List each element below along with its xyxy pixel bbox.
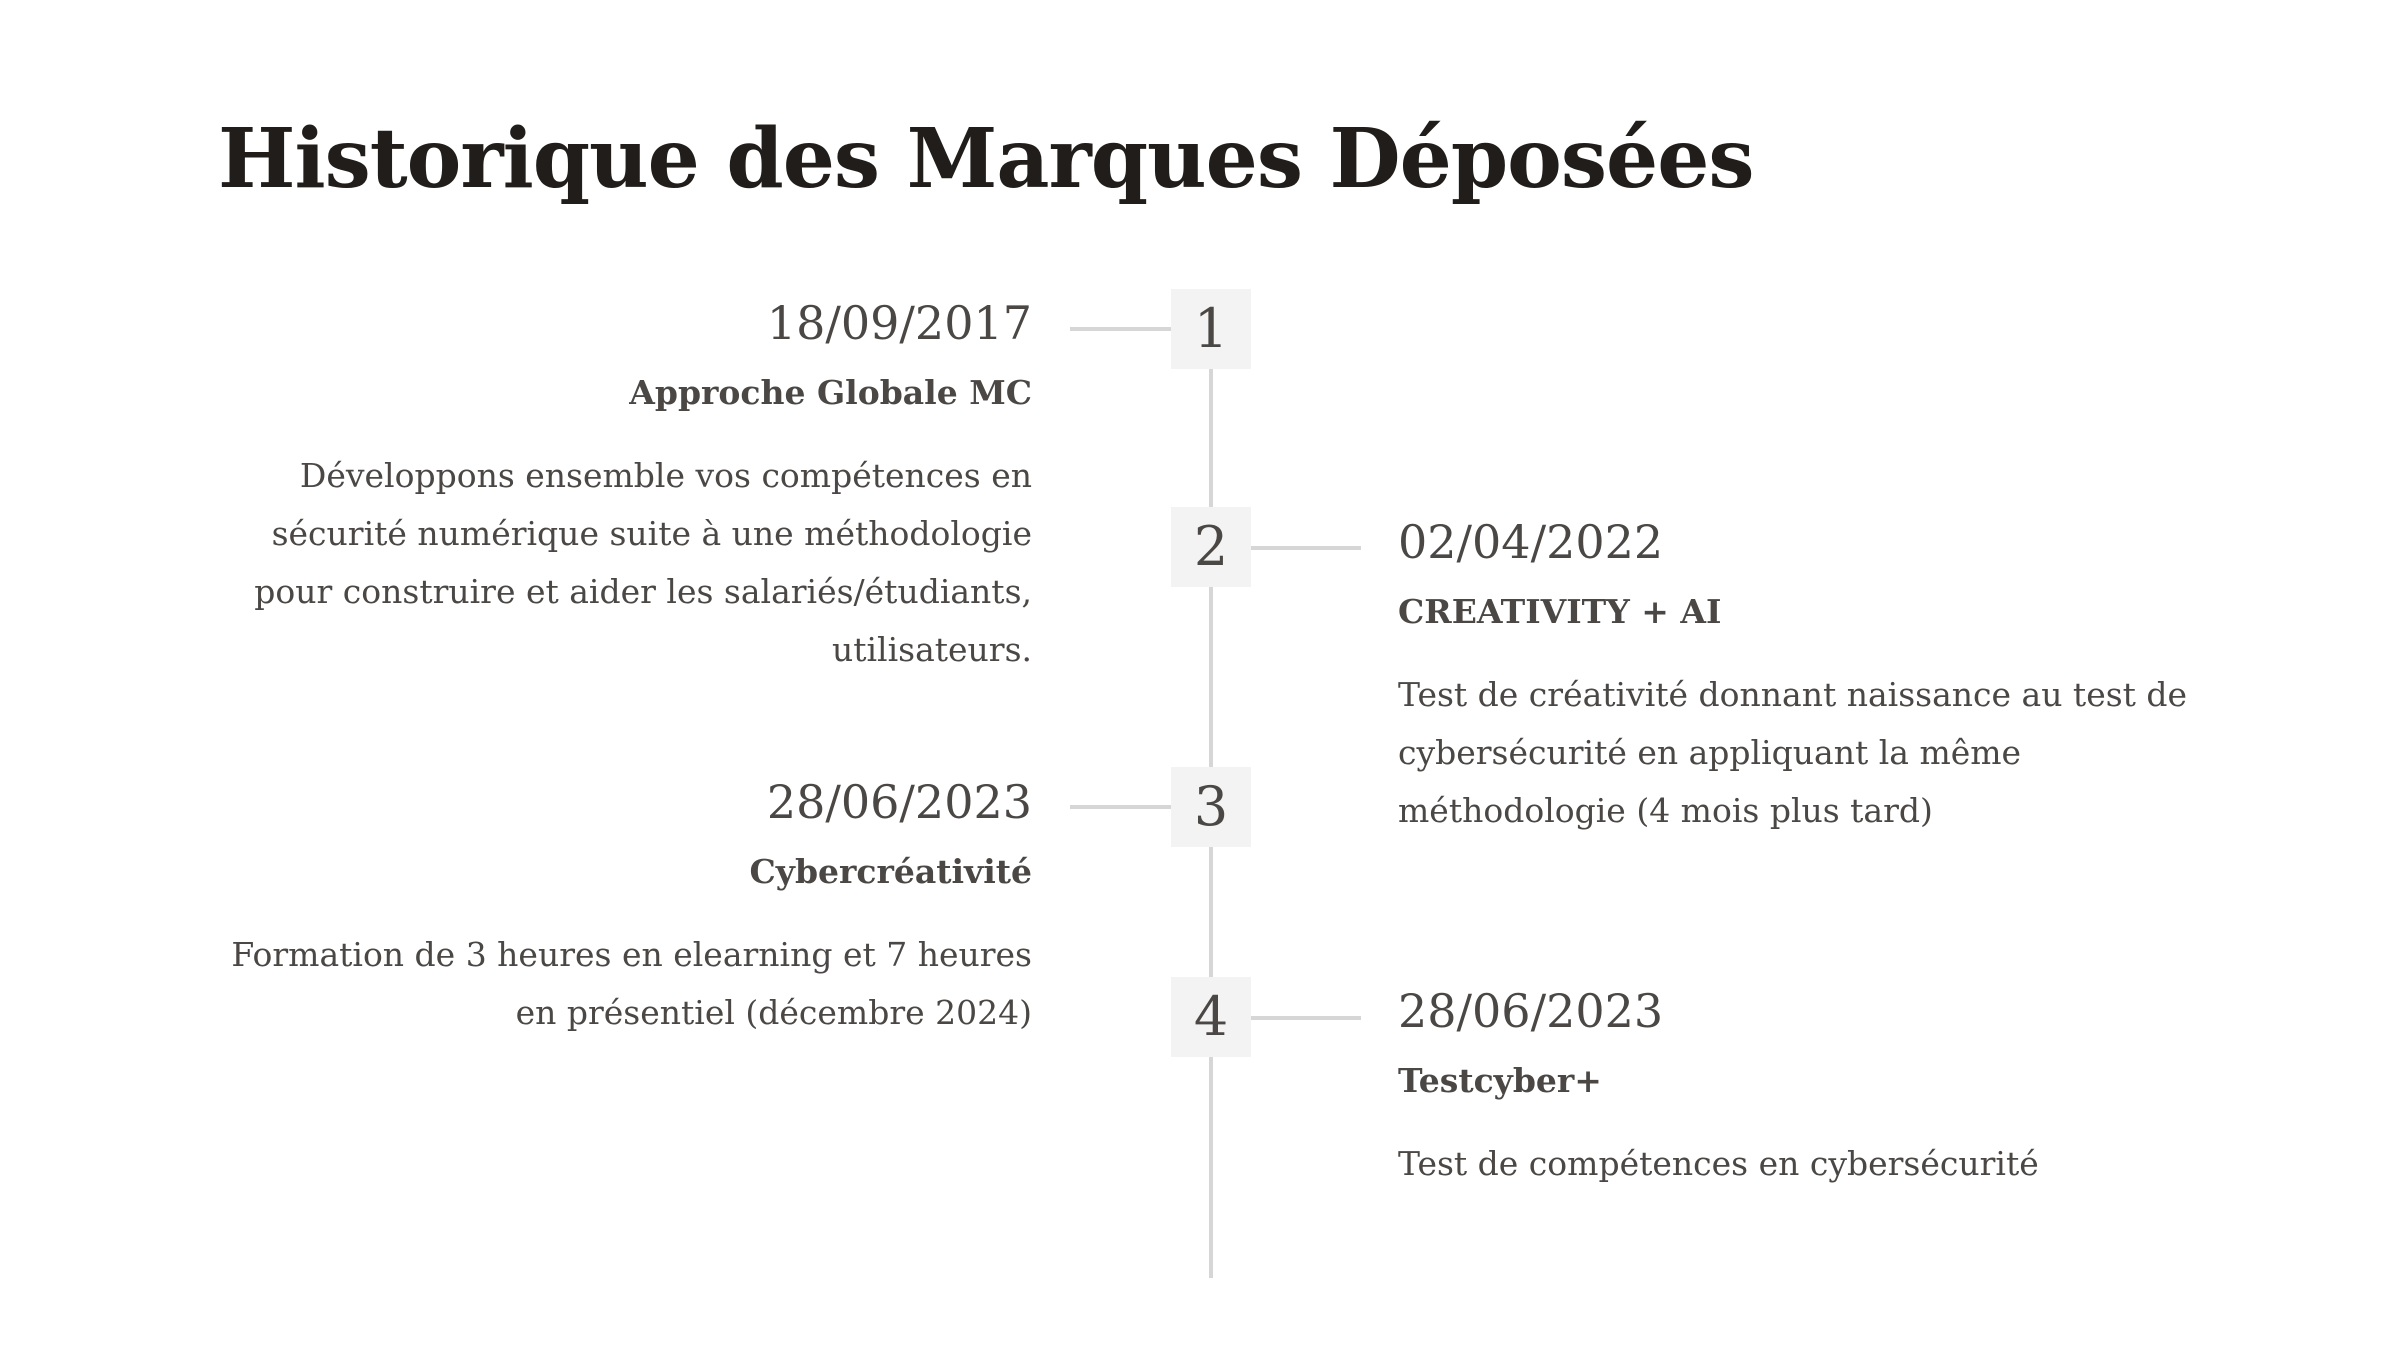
- page-title: Historique des Marques Déposées: [218, 111, 1754, 207]
- entry-name: CREATIVITY + AI: [1398, 592, 1722, 632]
- timeline-marker-4: 4: [1171, 977, 1251, 1057]
- timeline-marker-3: 3: [1171, 767, 1251, 847]
- connector-3: [1070, 805, 1178, 809]
- entry-name: Cybercréativité: [749, 852, 1032, 892]
- entry-name: Approche Globale MC: [629, 373, 1032, 413]
- timeline-entry-2: [1398, 515, 2218, 840]
- entry-description: Formation de 3 heures en elearning et 7 heures en présentiel (décembre 2024): [231, 934, 1032, 1032]
- timeline-marker-2: 2: [1171, 507, 1251, 587]
- timeline-marker-1: 1: [1171, 289, 1251, 369]
- connector-4: [1251, 1016, 1361, 1020]
- entry-description: Développons ensemble vos compétences en sécurité numérique suite à une méthodologie pour construire et aider les salariés/étudiants, utilisateurs.: [254, 455, 1032, 669]
- entry-name: Testcyber+: [1398, 1061, 1602, 1101]
- entry-date: 02/04/2022: [1398, 515, 1664, 569]
- entry-description: Test de compétences en cybersécurité: [1398, 1143, 2039, 1183]
- timeline-entry-4: [1398, 984, 2218, 1193]
- entry-description: Test de créativité donnant naissance au test de cybersécurité en appliquant la même méthodologie (4 mois plus tard): [1398, 674, 2188, 830]
- connector-1: [1070, 327, 1178, 331]
- entry-date: 28/06/2023: [1398, 984, 1664, 1038]
- connector-2: [1251, 546, 1361, 550]
- entry-date: 18/09/2017: [766, 296, 1032, 350]
- entry-date: 28/06/2023: [766, 775, 1032, 829]
- timeline-entry-1: [212, 296, 1032, 679]
- timeline-entry-3: [212, 775, 1032, 1042]
